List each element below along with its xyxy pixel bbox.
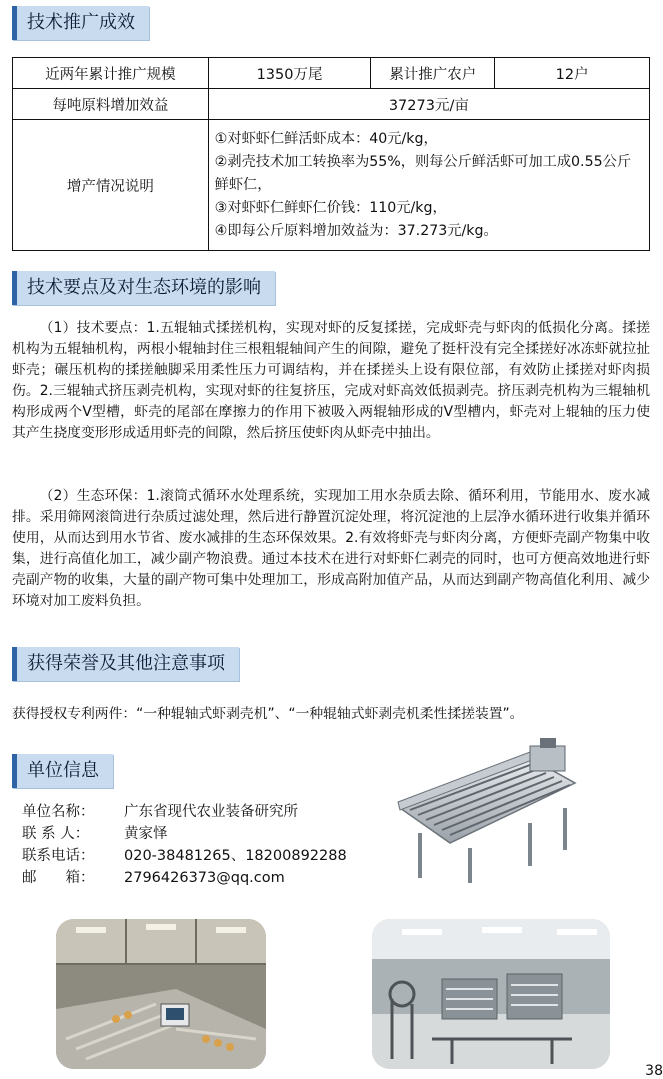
email-label: 邮 箱： (22, 870, 95, 886)
honors-text: 获得授权专利两件：“一种辊轴式虾剥壳机”、“一种辊轴式虾剥壳机柔性揉搓装置”。 (12, 706, 524, 722)
unit-name-value: 广东省现代农业装备研究所 (124, 804, 298, 820)
promotion-stats-table (12, 57, 650, 251)
farmers-value: 12户 (495, 58, 650, 89)
shrimp-peeling-machine-image (380, 738, 580, 888)
desc-line-1: ①对虾虾仁鲜活虾成本：40元/kg， (214, 130, 438, 147)
desc-line-3: ③对虾虾仁鲜虾仁价钱：110元/kg， (214, 199, 447, 216)
unit-name-label: 单位名称： (22, 804, 95, 820)
desc-line-2: ②剥壳技术加工转换率为55%，则每公斤鲜活虾可加工成0.55公斤鲜虾仁， (214, 153, 632, 193)
page-number: 38 (645, 1063, 663, 1079)
benefit-value: 37273元/亩 (208, 89, 649, 120)
phone-label: 联系电话： (22, 848, 95, 864)
scale-label: 近两年累计推广规模 (13, 58, 209, 89)
section-title-unit: 单位信息 (12, 754, 113, 788)
section-title-promotion: 技术推广成效 (12, 6, 149, 40)
farmers-label: 累计推广农户 (371, 58, 495, 89)
key-points-paragraph-1: （1）技术要点：1.五辊轴式揉搓机构，实现对虾的反复揉搓，完成虾壳与虾肉的低损化分离。揉搓机构为五辊轴机构，两根小辊轴封住三根粗辊轴间产生的间隙，避免了挺杆没有完全揉搓好冰冻虾就拉扯虾壳；碾压机构的揉搓触脚采用柔性压力可调结构，并在揉搓头上设有限位部，有效防止揉搓对虾肉损伤。2.三辊轴式挤压剥壳机构，实现对虾的往复挤压，完成对虾高效低损剥壳。挤压剥壳机构为三辊轴机构形成两个V型槽，虾壳的尾部在摩擦力的作用下被吸入两辊轴形成的V型槽内，虾壳对上辊轴的压力使其产生挠度变形形成适用虾壳的间隙，然后挤压使虾肉从虾壳中抽出。 (12, 320, 650, 441)
email-value: 2796426373@qq.com (124, 870, 285, 886)
unit-contact-block (22, 801, 347, 889)
desc-label: 增产情况说明 (13, 120, 209, 251)
desc-content (208, 120, 649, 251)
scale-value: 1350万尾 (208, 58, 371, 89)
contact-person-value: 黄家怿 (124, 826, 168, 842)
desc-line-4: ④即每公斤原料增加效益为：37.273元/kg。 (214, 222, 498, 239)
benefit-label: 每吨原料增加效益 (13, 89, 209, 120)
section-title-honors: 获得荣誉及其他注意事项 (12, 647, 239, 681)
key-points-paragraph-2: （2）生态环保：1.滚筒式循环水处理系统，实现加工用水杂质去除、循环利用，节能用水、废水减排。采用筛网滚筒进行杂质过滤处理，然后进行静置沉淀处理，将沉淀池的上层净水循环进行收集并循环使用，从而达到用水节省、废水减排的生态环保效果。2.有效将虾壳与虾肉分离，方便虾壳副产物集中收集，进行高值化加工，减少副产物浪费。通过本技术在进行对虾虾仁剥壳的同时，也可方便高效地进行虾壳副产物的收集，大量的副产物可集中处理加工，形成高附加值产品，从而达到副产物高值化利用、减少环境对加工废料负担。 (12, 488, 650, 609)
factory-photo-left (56, 919, 266, 1069)
section-title-key-points: 技术要点及对生态环境的影响 (12, 271, 275, 305)
factory-photo-right (372, 919, 610, 1069)
contact-person-label: 联 系 人： (22, 826, 90, 842)
phone-value: 020-38481265、18200892288 (124, 848, 347, 864)
